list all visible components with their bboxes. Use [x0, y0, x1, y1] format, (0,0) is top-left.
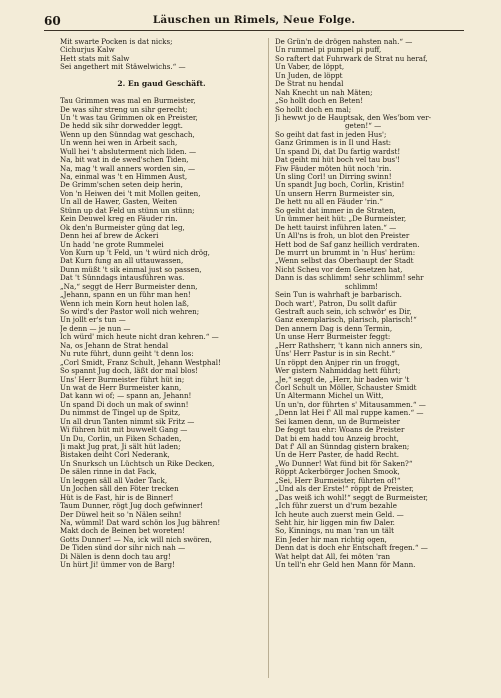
text-line: „Wenn selbst das Oberhaupt der Stadt: [275, 256, 414, 266]
text-line: Denn dat is doch ehr Entschaft fregen.“ —: [275, 543, 428, 553]
text-line: Un sling Corl! un Dirring swinn!: [275, 172, 392, 181]
text-line: Wenn ich mein Korn heut holen laß,: [60, 298, 190, 308]
text-line: De Strat nu hendal: [275, 79, 344, 89]
text-line: So geiht dat fast in jeden Hus';: [275, 129, 387, 139]
text-line: Un all de Hawer, Gasten, Weiten: [60, 197, 178, 207]
text-line: Dat Kurn fung an all uttauwassen,: [60, 256, 184, 266]
text-line: De hett nu all en Fäuder 'rin.“: [275, 197, 383, 207]
text-line: Nicht Scheu vor dem Gesetzen hat,: [275, 264, 403, 274]
text-line: Je denn — je nun —: [60, 323, 131, 333]
text-line: Bistaken deiht Corl Nederank,: [60, 450, 170, 460]
text-line: Un rummel pi pumpel pi puff,: [275, 45, 382, 55]
text-line: Der Düwel heit so 'n Nälen seihn!: [60, 509, 182, 519]
text-line: Dann is das schlimm! sehr schlimm! sehr: [275, 273, 424, 283]
text-line: Kein Deuwel kreg en Fäuder rin.: [60, 214, 178, 224]
text-line: Ich würd' mich heute nicht dran kehren.“ —: [60, 332, 219, 342]
text-line: Von Kurn up 't Feld, un 't würd nich drög,: [60, 247, 210, 257]
text-line: De was sihr streng un sihr gerecht;: [60, 104, 188, 114]
text-line: Denn hei af brew de Ackeri: [60, 231, 159, 241]
text-line: „Das weiß ich wohl!“ seggt de Burmeister,: [275, 492, 428, 502]
text-line: Un All'ns is froh, un blot den Preister: [275, 231, 410, 241]
text-line: Ji hewwt jo de Hauptsak, den Wes'bom ver-: [275, 112, 432, 122]
text-line: Un spand Di, dat Du fartig wardst!: [275, 146, 401, 156]
poem-title: 2. En gaud Geschäft.: [117, 79, 206, 89]
text-line: Un Snurksch un Lüchtsch un Rike Decken,: [60, 458, 215, 468]
text-line: De feggt tau ehr: Woans de Preister: [275, 425, 405, 435]
text-line: De hedd sik sihr dorwedder leggt.: [60, 121, 183, 131]
text-line: Corl Schult un Möller, Schauster Smidt: [275, 382, 417, 392]
text-line: Na, einmal was 't en Himmen Aust,: [60, 172, 188, 181]
text-line: De Tiden sünd dor sihr nich nah —: [60, 543, 186, 553]
text-line: Un Du, Corlin, un Fiken Schaden,: [60, 433, 182, 443]
text-line: Röppt Ackerbörger Jochen Smook,: [275, 467, 400, 477]
text-line: Na, mag 't wall anners worden sin, —: [60, 163, 196, 173]
text-line: Hüt is de Fast, hir is de Binner!: [60, 492, 174, 502]
text-line: „Herr Rathsherr, 't kann nich anners sin,: [275, 340, 423, 350]
text-line: schlimm!: [345, 281, 379, 291]
text-line: Un Vaber, de löppt,: [275, 62, 345, 72]
text-line: Un tell'n ehr Geld hen Mann för Mann.: [275, 560, 416, 570]
running-title: Läuschen un Rimels, Neue Folge.: [152, 14, 356, 26]
text-line: geten!“ —: [345, 121, 382, 131]
text-line: „So hollt doch en Beten!: [275, 96, 364, 106]
text-line: Du nimmst de Tingel up de Spitz,: [60, 408, 181, 418]
column-divider: [268, 38, 269, 678]
text-line: Wi führen hüt mit buwwelt Gang —: [60, 425, 188, 435]
text-line: „Jehann, spann en un führ man hen!: [60, 290, 191, 300]
text-line: Sei kamen denn, un de Burmeister: [275, 416, 401, 426]
text-line: Na, bit wat in de swed'schen Tiden,: [60, 155, 189, 165]
text-line: Un Altermann Michel un Witt,: [275, 391, 384, 401]
text-line: De murrt un brummt in 'n Hus' herüm:: [275, 247, 416, 257]
text-line: Von 'n Heiwen dei 't mit Mollen geiten,: [60, 188, 201, 198]
text-line: So spannt Jug doch, läßt dor mal blos!: [60, 366, 198, 376]
text-line: Dat bi em hadd tou Anzeig brocht,: [275, 433, 399, 443]
text-line: So hollt doch en mal;: [275, 104, 352, 114]
text-line: Fiw Fäuder möten hüt noch 'rin.: [275, 163, 392, 173]
text-line: Wat helpt dat All, fei möten 'ran: [275, 551, 391, 561]
text-line: Un leggen säll all Vader Tack,: [60, 475, 168, 485]
text-line: Un unsern Herrn Burmeister sin,: [275, 188, 395, 198]
text-line: Nah Knecht un nah Mäten;: [275, 87, 373, 97]
text-line: Wull hei 't absluterment nich liden. —: [60, 146, 197, 156]
text-line: Den annern Dag is denn Termin,: [275, 323, 393, 333]
text-line: Dat geiht mi hüt boch vel tau bus'!: [275, 155, 400, 165]
text-line: „Und als der Erste!“ röppt de Preister,: [275, 484, 414, 494]
text-line: So wird's der Pastor woll nich wehren;: [60, 307, 200, 316]
page-number: 60: [44, 14, 61, 28]
text-line: Un hadd 'ne grote Rummelei: [60, 239, 164, 249]
text-line: Stünn up dat Feld un stünn un stünn;: [60, 205, 195, 215]
text-line: Un spand Di doch un mak of swinn!: [60, 399, 189, 409]
text-line: Un unse Herr Burmeister feggt:: [275, 332, 391, 342]
text-line: „Wo Dunner! Wat fünd bit för Saken?“: [275, 458, 413, 468]
text-line: Ok den'n Burmeister güng dat leg,: [60, 222, 185, 232]
text-line: Di Nälen is denn doch tau arg!: [60, 551, 171, 561]
text-line: Dat f' All an Sünndag gistern braken;: [275, 442, 410, 451]
text-line: Un un'n, dor führten s' Mitausammen.“ —: [275, 399, 426, 409]
text-line: Makt doch de Beinen bet woreten!: [60, 526, 186, 536]
text-line: Un röppt den Anjper rin un froggt,: [275, 357, 400, 367]
page-header: [44, 14, 464, 31]
text-line: „Na,“ seggt de Herr Burmeister denn,: [60, 281, 198, 291]
text-line: Uns' Herr Pastur is in sin Recht.“: [275, 349, 396, 359]
text-line: De Grimm'schen seten deip herin,: [60, 180, 183, 190]
text-line: „Sei, Herr Burmeister, führten of!“: [275, 475, 401, 485]
text-line: „Corl Smidt, Franz Schult, Jehann Westphal!: [60, 357, 221, 367]
text-line: Dat 't Sünndags intausführen was.: [60, 273, 185, 283]
text-line: Ein Jeder hir man richtig ogen,: [275, 534, 387, 544]
text-line: Na, wümml! Dat ward schön los Jug bähren!: [60, 517, 221, 527]
text-line: Ganz exemplarisch, plarisch, plarisch!“: [275, 315, 417, 325]
text-line: „Je,“ seggt de, „Herr, hir baden wir 't: [275, 374, 410, 384]
text-line: Ji makt Jug prat, Ji sält hüt laden;: [60, 442, 181, 451]
text-line: Un wenn hei wen in Arbeit sach,: [60, 138, 178, 148]
text-line: Ich heute auch zuerst mein Geld. —: [275, 509, 404, 519]
text-line: Nu rute führt, dunn geiht 't denn los:: [60, 349, 194, 359]
text-line: „Denn lat Hei f' All mal ruppe kamen.“ —: [275, 408, 424, 418]
text-line: Wer gistern Nahmiddag hett führt;: [275, 366, 401, 376]
text-line: Cichurjus Kalw: [60, 45, 115, 55]
text-line: Doch wart', Patron, Du sollt dafür: [275, 298, 397, 308]
text-line: Un wat de Herr Burmeister kann,: [60, 382, 182, 392]
text-line: Un jollt er's tun —: [60, 315, 126, 325]
text-line: De sälen rinne in dat Fack,: [60, 467, 157, 477]
text-line: Dunn müßt 't sik einmal just so passen,: [60, 264, 202, 274]
text-line: Tau Grimmen was mal en Burmeister,: [60, 96, 196, 106]
text-line: Un all drun Tanten nimmt sik Fritz —: [60, 416, 195, 426]
text-line: Sei angethert mit Stäwelwichs.“ —: [60, 62, 186, 72]
text-line: Uns' Herr Burmeister führt hüt in;: [60, 374, 185, 384]
text-line: „Ich führ zuerst un d'rum bezahle: [275, 501, 397, 511]
text-line: Na, os Jehann de Strat hendal: [60, 340, 169, 350]
text-line: Mit swarte Pocken is dat nicks;: [60, 38, 173, 46]
text-line: Seht hir, hir liggen min fiw Daler.: [275, 517, 395, 527]
text-line: Wenn up den Sünndag wat geschach,: [60, 129, 195, 139]
text-line: Gestraft auch sein, ich schwör' es Dir,: [275, 307, 412, 316]
text-line: So raftert dat Fuhrwark de Strat nu heraf,: [275, 53, 428, 63]
text-line: De hett tauirst inführen laten.“ —: [275, 222, 397, 232]
text-line: So geiht dat immer in de Straten,: [275, 205, 396, 215]
text-line: Un spandt Jug boch, Corlin, Kristin!: [275, 180, 405, 190]
text-line: Gotts Dunner! — Na, ick will nich swören,: [60, 534, 212, 544]
text-line: Un Jochen säll den Föter trecken: [60, 484, 179, 494]
text-line: Hett bod de Saf ganz heillich verdraten.: [275, 239, 420, 249]
text-line: Dat kann wi of; — spann an, Jehann!: [60, 391, 192, 401]
text-line: Taum Dunner, rögt Jug doch gefwinner!: [60, 501, 204, 511]
text-line: Un Juden, de löppt: [275, 70, 343, 80]
text-line: So, Kinnings, nu man 'ran un tält: [275, 526, 395, 536]
left-text-column: [60, 38, 263, 688]
text-line: Ganz Grimmen is in Il und Hast:: [275, 138, 392, 148]
text-line: Un de Herr Paster, de hadd Recht.: [275, 450, 400, 460]
right-text-column: [275, 38, 480, 688]
text-line: Un hürt Ji! ümmer von de Barg!: [60, 560, 175, 570]
text-line: De Grün'n de drögen nahsten nah.“ —: [275, 38, 413, 46]
text-line: Hett stats mit Salw: [60, 53, 130, 63]
text-line: Sein Tun is wahrhaft je barbarisch.: [275, 290, 402, 300]
text-line: Un 't was tau Grimmen ok en Preister,: [60, 112, 198, 122]
text-line: Un ümmer heit hüt: „De Burmeister,: [275, 214, 407, 224]
